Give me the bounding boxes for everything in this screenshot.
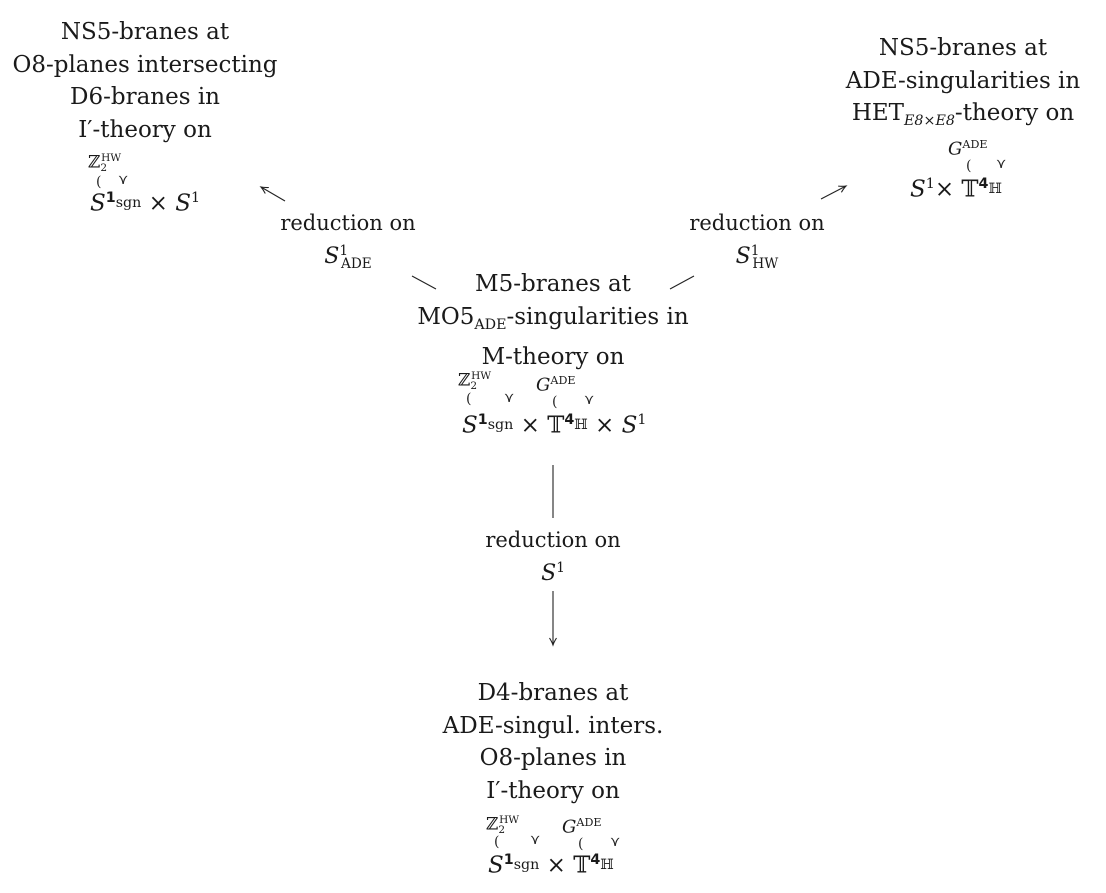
node-bottom-line-4: I′-theory on xyxy=(486,777,620,804)
edge-right-text: reduction on xyxy=(689,211,825,235)
edge-right-upper xyxy=(821,186,846,199)
node-center-line-1: M5-branes at xyxy=(475,271,631,297)
g-sup: ADE xyxy=(576,816,602,829)
z2-sub: 2 xyxy=(498,824,506,836)
s-sub: sgn xyxy=(487,416,514,433)
action-arrow-icon: ⋎ xyxy=(530,832,541,848)
theory-on: -theory on xyxy=(954,100,1075,126)
s-sub: sgn xyxy=(115,194,142,211)
s-symbol: S xyxy=(324,244,340,270)
t-sup: 4 xyxy=(978,176,989,192)
s-sub: HW xyxy=(752,255,779,272)
s-sup: 1 xyxy=(925,176,935,192)
node-bottom xyxy=(403,677,703,807)
space-top-left-group xyxy=(88,152,121,174)
het-sub: E8×E8 xyxy=(904,112,955,129)
node-bottom-line-2: ADE-singul. inters. xyxy=(442,712,664,739)
t-sub: ℍ xyxy=(600,856,614,873)
s-sup: 1 xyxy=(503,852,514,868)
action-hook-icon: ( xyxy=(578,836,584,852)
g-symbol: G xyxy=(562,816,577,838)
node-top-left-line-2: O8-planes intersecting xyxy=(12,51,278,78)
mo5-sub: ADE xyxy=(474,316,507,333)
node-top-right xyxy=(828,32,1098,137)
node-center-line-3: M-theory on xyxy=(481,343,625,370)
s-sub: ADE xyxy=(341,255,372,272)
s-symbol: S xyxy=(462,412,478,439)
space-top-left xyxy=(90,190,200,217)
action-hook-icon: ( xyxy=(466,391,472,407)
node-top-left-line-3: D6-branes in xyxy=(70,84,220,110)
singularities-in: -singularities in xyxy=(506,303,689,330)
s-sup: 1 xyxy=(750,243,760,259)
node-top-right-line-3 xyxy=(828,97,1098,137)
s-sup-2: 1 xyxy=(190,190,201,206)
node-bottom-line-3: O8-planes in xyxy=(479,745,627,771)
space-bottom-group-2 xyxy=(562,816,602,838)
action-hook-icon: ( xyxy=(966,158,972,174)
action-hook-icon: ( xyxy=(494,834,500,850)
action-hook-icon: ( xyxy=(552,394,558,410)
g-symbol: G xyxy=(948,138,963,160)
s-sup: 1 xyxy=(477,412,488,428)
action-arrow-icon: ⋎ xyxy=(996,156,1007,172)
z2-sup: HW xyxy=(101,152,122,164)
edge-down-label xyxy=(473,526,633,588)
s-sup-2: 1 xyxy=(637,412,647,428)
g-symbol: G xyxy=(536,374,551,396)
action-arrow-icon: ⋎ xyxy=(118,172,129,188)
s-symbol: S xyxy=(735,244,751,270)
g-sup: ADE xyxy=(550,374,576,387)
z2-symbol: ℤ xyxy=(486,814,499,835)
edge-left-upper xyxy=(261,187,285,201)
action-arrow-icon: ⋎ xyxy=(504,390,515,406)
t-sub: ℍ xyxy=(988,180,1002,197)
edge-down-text: reduction on xyxy=(485,528,621,552)
s-symbol: S xyxy=(910,176,926,203)
edge-left-text: reduction on xyxy=(280,211,416,235)
action-hook-icon: ( xyxy=(96,174,102,190)
z2-sub: 2 xyxy=(470,380,478,392)
space-center-group-2 xyxy=(536,374,576,396)
node-bottom-line-1: D4-branes at xyxy=(477,680,629,706)
times-t: × 𝕋 xyxy=(520,412,565,439)
s-symbol: S xyxy=(488,852,504,879)
s-sup: 1 xyxy=(105,190,116,206)
times-s: × S xyxy=(148,190,191,217)
g-sup: ADE xyxy=(962,138,988,151)
s-symbol: S xyxy=(90,190,106,217)
node-top-left xyxy=(0,16,290,146)
node-top-left-line-1: NS5-branes at xyxy=(60,19,230,45)
z2-symbol: ℤ xyxy=(88,152,101,173)
node-top-right-line-2: ADE-singularities in xyxy=(845,67,1081,94)
t-sup: 4 xyxy=(590,852,601,868)
space-bottom xyxy=(488,852,614,879)
space-center-group-1 xyxy=(458,370,491,392)
action-arrow-icon: ⋎ xyxy=(610,834,621,850)
space-center xyxy=(462,412,646,439)
s-sup: 1 xyxy=(556,560,565,576)
s-sup: 1 xyxy=(339,243,349,259)
space-top-right-group xyxy=(948,138,988,160)
times-t: × 𝕋 xyxy=(934,176,979,203)
edge-down-space xyxy=(473,554,633,588)
node-top-left-line-4: I′-theory on xyxy=(78,116,212,143)
het-label: HET xyxy=(851,100,905,126)
node-center-line-2 xyxy=(393,301,713,341)
z2-sup: HW xyxy=(499,814,520,826)
z2-sup: HW xyxy=(471,370,492,382)
node-center xyxy=(393,268,713,373)
s-symbol: S xyxy=(541,561,557,587)
space-top-right xyxy=(910,176,1002,203)
node-top-right-line-1: NS5-branes at xyxy=(878,35,1048,61)
z2-sub: 2 xyxy=(100,162,108,174)
s-sub: sgn xyxy=(513,856,540,873)
t-sup: 4 xyxy=(564,412,575,428)
space-bottom-group-1 xyxy=(486,814,519,836)
z2-symbol: ℤ xyxy=(458,370,471,391)
times-t: × 𝕋 xyxy=(546,852,591,879)
mo5-label: MO5 xyxy=(417,303,475,330)
action-arrow-icon: ⋎ xyxy=(584,392,595,408)
times-s: × S xyxy=(595,412,638,439)
t-sub: ℍ xyxy=(574,416,588,433)
